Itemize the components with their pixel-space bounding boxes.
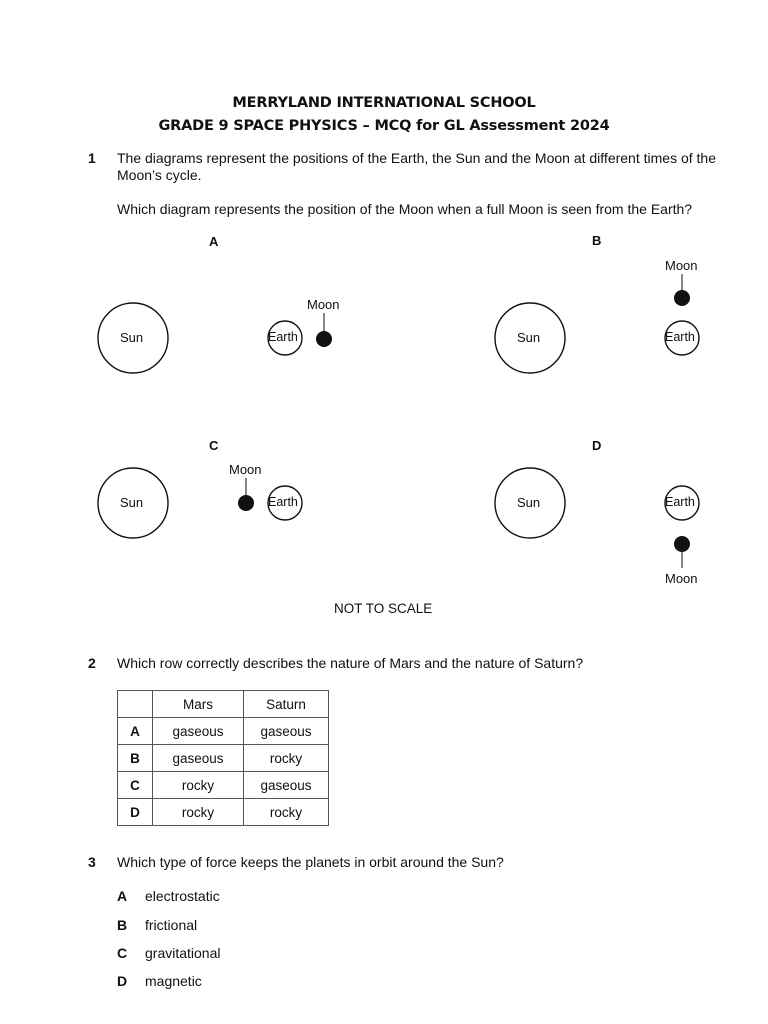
- table-row-label: B: [118, 745, 153, 772]
- q3-option-c-text: gravitational: [145, 945, 221, 961]
- diagram-d-moon-dot: [674, 536, 690, 552]
- q1-number: 1: [88, 150, 96, 166]
- q3-option-b-letter: B: [117, 917, 128, 933]
- q1-text-line1: The diagrams represent the positions of the Earth, the Sun and the Moon at different times of the: [117, 150, 716, 166]
- q3-number: 3: [88, 854, 96, 870]
- diagram-a-earth-label: Earth: [268, 330, 298, 344]
- diagram-a-moon-label: Moon: [307, 297, 340, 312]
- q1-diagram-label-d: D: [592, 438, 602, 453]
- q3-option-d-text: magnetic: [145, 973, 202, 989]
- q3-text: Which type of force keeps the planets in orbit around the Sun?: [117, 854, 504, 870]
- q3-option-a-text: electrostatic: [145, 888, 220, 904]
- not-to-scale-note: NOT TO SCALE: [334, 601, 433, 616]
- table-cell-saturn: gaseous: [244, 772, 329, 799]
- table-cell-mars: rocky: [153, 772, 244, 799]
- q1-text-line2: Moon’s cycle.: [117, 167, 202, 183]
- q3-option-c-letter: C: [117, 945, 128, 961]
- table-header-mars: Mars: [153, 691, 244, 718]
- table-row: [118, 745, 329, 772]
- diagram-b-sun-label: Sun: [517, 330, 541, 345]
- table-row-label: A: [118, 718, 153, 745]
- q2-text: Which row correctly describes the nature of Mars and the nature of Saturn?: [117, 655, 584, 671]
- q1-diagram-label-b: B: [592, 233, 602, 248]
- table-row: [118, 718, 329, 745]
- table-row-label: D: [118, 799, 153, 826]
- q1-diagram-label-c: C: [209, 438, 219, 453]
- q3-option-b-text: frictional: [145, 917, 198, 933]
- diagram-a-moon-dot: [316, 331, 332, 347]
- diagram-a-sun-label: Sun: [120, 330, 144, 345]
- diagram-c-earth-label: Earth: [268, 495, 298, 509]
- diagram-c-moon-dot: [238, 495, 254, 511]
- table-cell-mars: gaseous: [153, 745, 244, 772]
- table-cell-mars: gaseous: [153, 718, 244, 745]
- diagram-b-earth-label: Earth: [665, 330, 695, 344]
- diagram-d-sun-label: Sun: [517, 495, 541, 510]
- q1-question: Which diagram represents the position of the Moon when a full Moon is seen from the Earth?: [117, 201, 693, 217]
- table-cell-saturn: rocky: [244, 799, 329, 826]
- table-row: [118, 772, 329, 799]
- table-header-row: [118, 691, 329, 718]
- q1-diagram-label-a: A: [209, 234, 219, 249]
- table-corner-cell: [118, 691, 153, 718]
- q2-number: 2: [88, 655, 96, 671]
- table-cell-saturn: rocky: [244, 745, 329, 772]
- diagram-b-moon-label: Moon: [665, 258, 698, 273]
- diagram-d-earth-label: Earth: [665, 495, 695, 509]
- q3-option-d-letter: D: [117, 973, 128, 989]
- diagram-b-moon-dot: [674, 290, 690, 306]
- table-row: [118, 799, 329, 826]
- diagram-c-sun-label: Sun: [120, 495, 144, 510]
- table-cell-mars: rocky: [153, 799, 244, 826]
- diagram-c-moon-label: Moon: [229, 462, 262, 477]
- assessment-subtitle: GRADE 9 SPACE PHYSICS – MCQ for GL Assessment 2024: [158, 118, 610, 134]
- school-title: MERRYLAND INTERNATIONAL SCHOOL: [232, 95, 536, 111]
- table-row-label: C: [118, 772, 153, 799]
- mars-saturn-table: [117, 690, 329, 826]
- diagram-d-moon-label: Moon: [665, 571, 698, 586]
- table-cell-saturn: gaseous: [244, 718, 329, 745]
- table-header-saturn: Saturn: [244, 691, 329, 718]
- q3-option-a-letter: A: [117, 888, 128, 904]
